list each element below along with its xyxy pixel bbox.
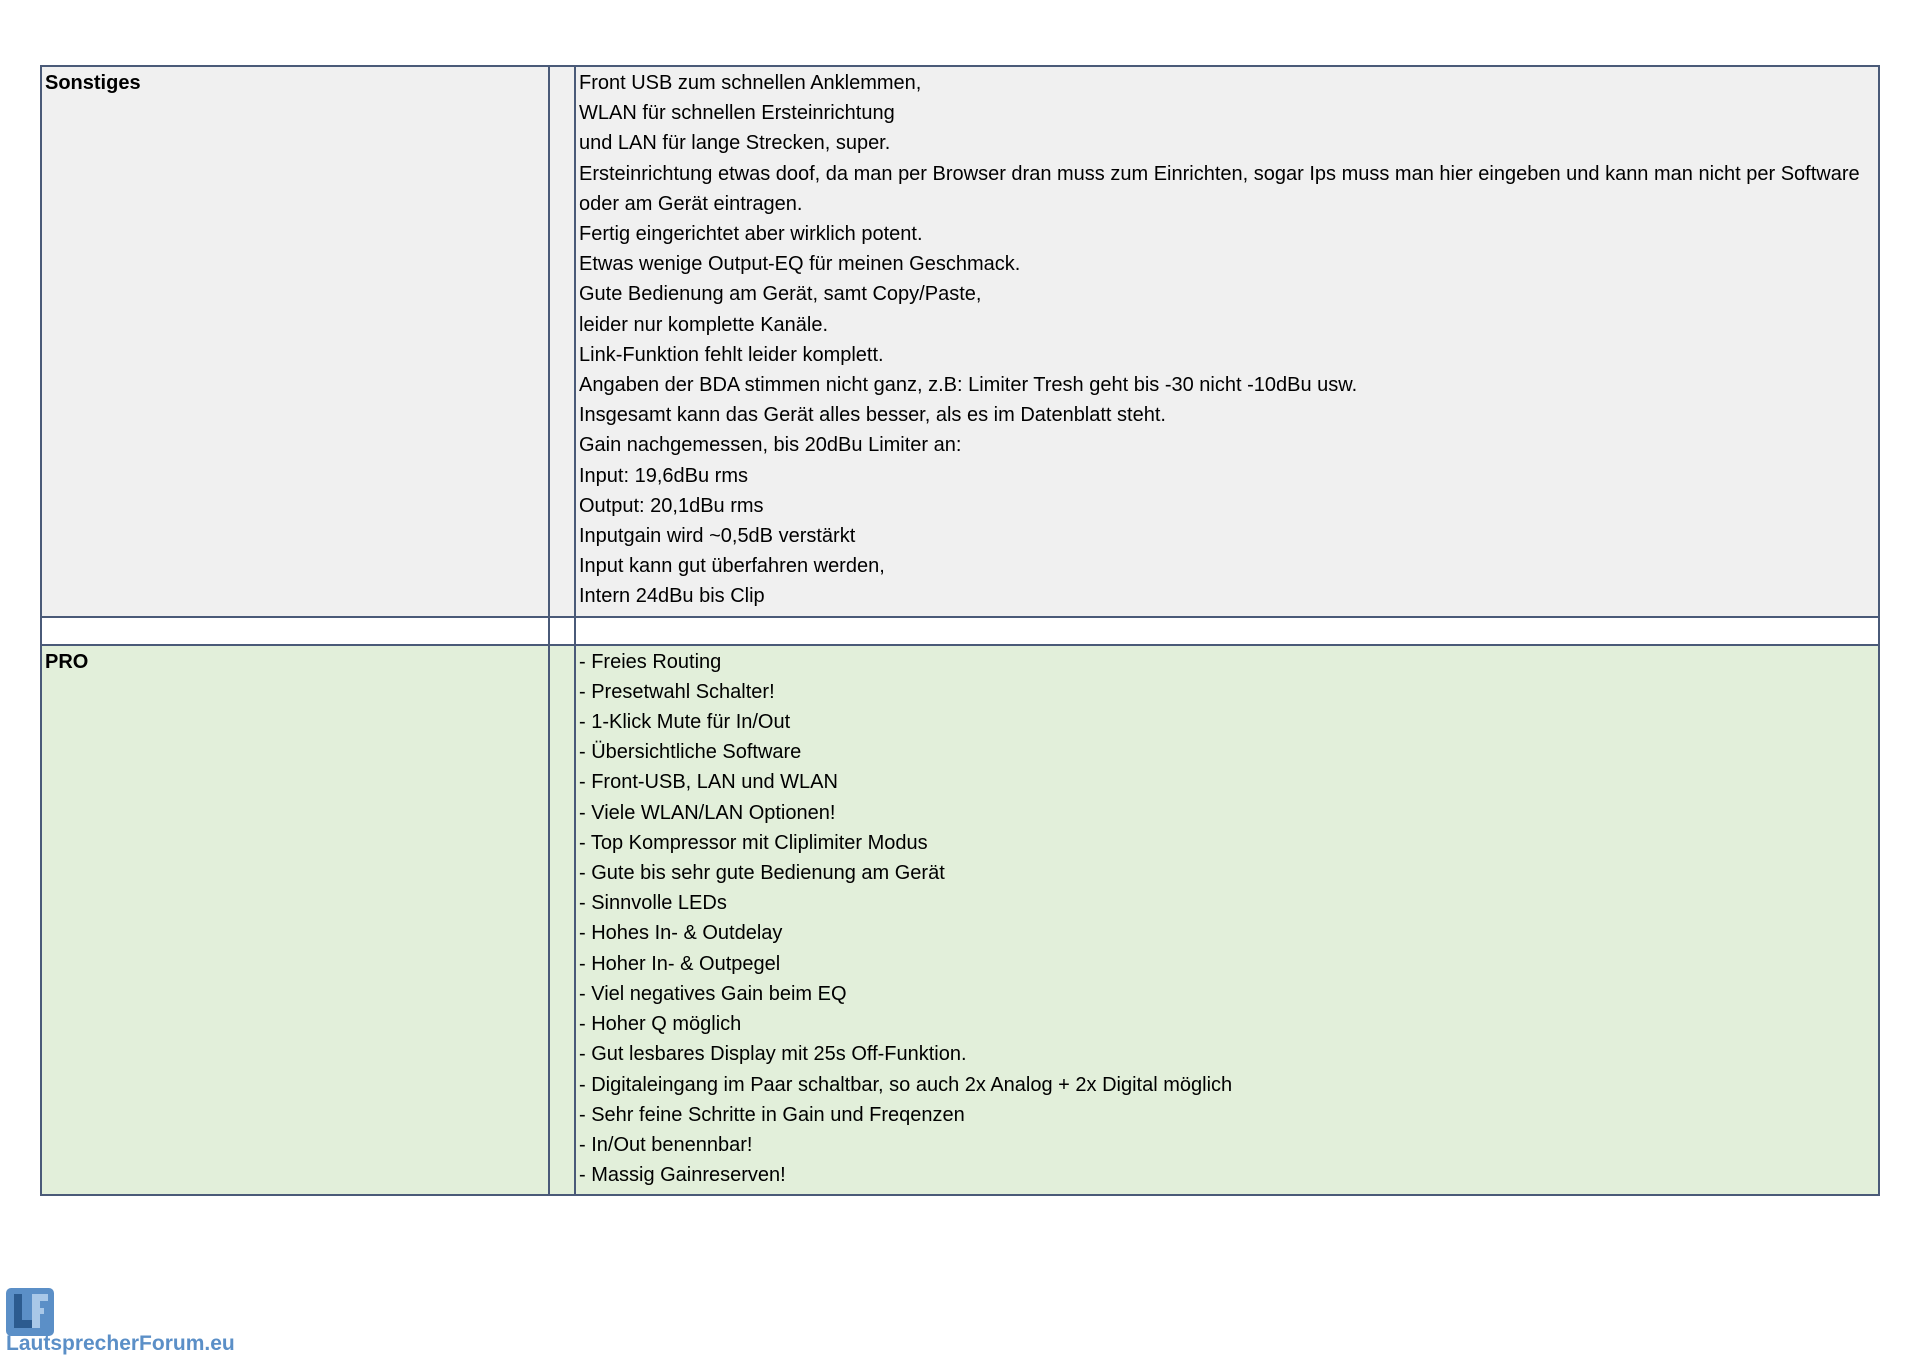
sonstiges-line: Gute Bedienung am Gerät, samt Copy/Paste, — [579, 283, 982, 306]
pro-line: - 1-Klick Mute für In/Out — [579, 711, 791, 734]
pro-line: - Gute bis sehr gute Bedienung am Gerät — [579, 862, 945, 885]
sonstiges-line: Ersteinrichtung etwas doof, da man per Browser dran muss zum Einrichten, sogar Ips muss man hier eingeben und kann man nicht per Software oder am Gerät eintragen. — [579, 162, 1860, 215]
sonstiges-line: Fertig eingerichtet aber wirklich potent. — [579, 223, 923, 246]
sonstiges-line: leider nur komplette Kanäle. — [579, 313, 829, 336]
watermark-logo — [4, 1288, 244, 1354]
pro-label: PRO — [45, 650, 89, 673]
pro-line: - Top Kompressor mit Cliplimiter Modus — [579, 831, 928, 854]
pro-line: - Viele WLAN/LAN Optionen! — [579, 801, 836, 824]
pro-line: - Presetwahl Schalter! — [579, 680, 775, 703]
sonstiges-line: Output: 20,1dBu rms — [579, 494, 764, 517]
pro-line: - Hoher Q möglich — [579, 1013, 742, 1036]
pro-label-cell — [41, 645, 549, 1196]
watermark-text: LautsprecherForum.eu — [6, 1332, 235, 1355]
sonstiges-line: Front USB zum schnellen Anklemmen, — [579, 72, 922, 94]
sonstiges-line: Gain nachgemessen, bis 20dBu Limiter an: — [579, 434, 962, 457]
pro-line: - Viel negatives Gain beim EQ — [579, 982, 847, 1005]
pro-line: - Gut lesbares Display mit 25s Off-Funktion. — [579, 1043, 967, 1066]
empty-cell — [549, 617, 575, 645]
sonstiges-line: WLAN für schnellen Ersteinrichtung — [579, 102, 895, 125]
empty-row — [41, 617, 1879, 645]
sonstiges-line: Inputgain wird ~0,5dB verstärkt — [579, 525, 856, 548]
pro-line: - Übersichtliche Software — [579, 741, 802, 764]
lf-logo-icon — [6, 1288, 54, 1336]
sonstiges-line: Etwas wenige Output-EQ für meinen Geschmack. — [579, 253, 1021, 276]
sonstiges-line: Input: 19,6dBu rms — [579, 464, 748, 487]
pro-line: - Hoher In- & Outpegel — [579, 952, 781, 975]
sonstiges-line: Link-Funktion fehlt leider komplett. — [579, 343, 884, 366]
pro-line: - Massig Gainreserven! — [579, 1164, 786, 1187]
sonstiges-content-cell — [575, 66, 1879, 617]
pro-line: - Digitaleingang im Paar schaltbar, so auch 2x Analog + 2x Digital möglich — [579, 1073, 1233, 1096]
pro-content-cell — [575, 645, 1879, 1196]
sonstiges-line: Angaben der BDA stimmen nicht ganz, z.B: Limiter Tresh geht bis -30 nicht -10dBu usw. — [579, 374, 1358, 397]
pro-line: - Front-USB, LAN und WLAN — [579, 771, 838, 794]
empty-cell — [575, 617, 1879, 645]
pro-row — [41, 645, 1879, 1196]
sonstiges-line: Input kann gut überfahren werden, — [579, 555, 885, 578]
pro-line: - Sinnvolle LEDs — [579, 892, 727, 915]
empty-cell — [41, 617, 549, 645]
spacer-cell — [549, 66, 575, 617]
pro-line: - Freies Routing — [579, 650, 722, 673]
review-table — [40, 65, 1880, 1196]
sonstiges-label-cell — [41, 66, 549, 617]
sonstiges-line: Intern 24dBu bis Clip — [579, 585, 765, 608]
sonstiges-line: und LAN für lange Strecken, super. — [579, 132, 891, 155]
spacer-cell — [549, 645, 575, 1196]
pro-line: - In/Out benennbar! — [579, 1133, 753, 1156]
pro-line: - Hohes In- & Outdelay — [579, 922, 783, 945]
sonstiges-label: Sonstiges — [45, 72, 141, 94]
pro-line: - Sehr feine Schritte in Gain und Freqenzen — [579, 1103, 965, 1126]
sonstiges-line: Insgesamt kann das Gerät alles besser, als es im Datenblatt steht. — [579, 404, 1166, 427]
sonstiges-row — [41, 66, 1879, 617]
